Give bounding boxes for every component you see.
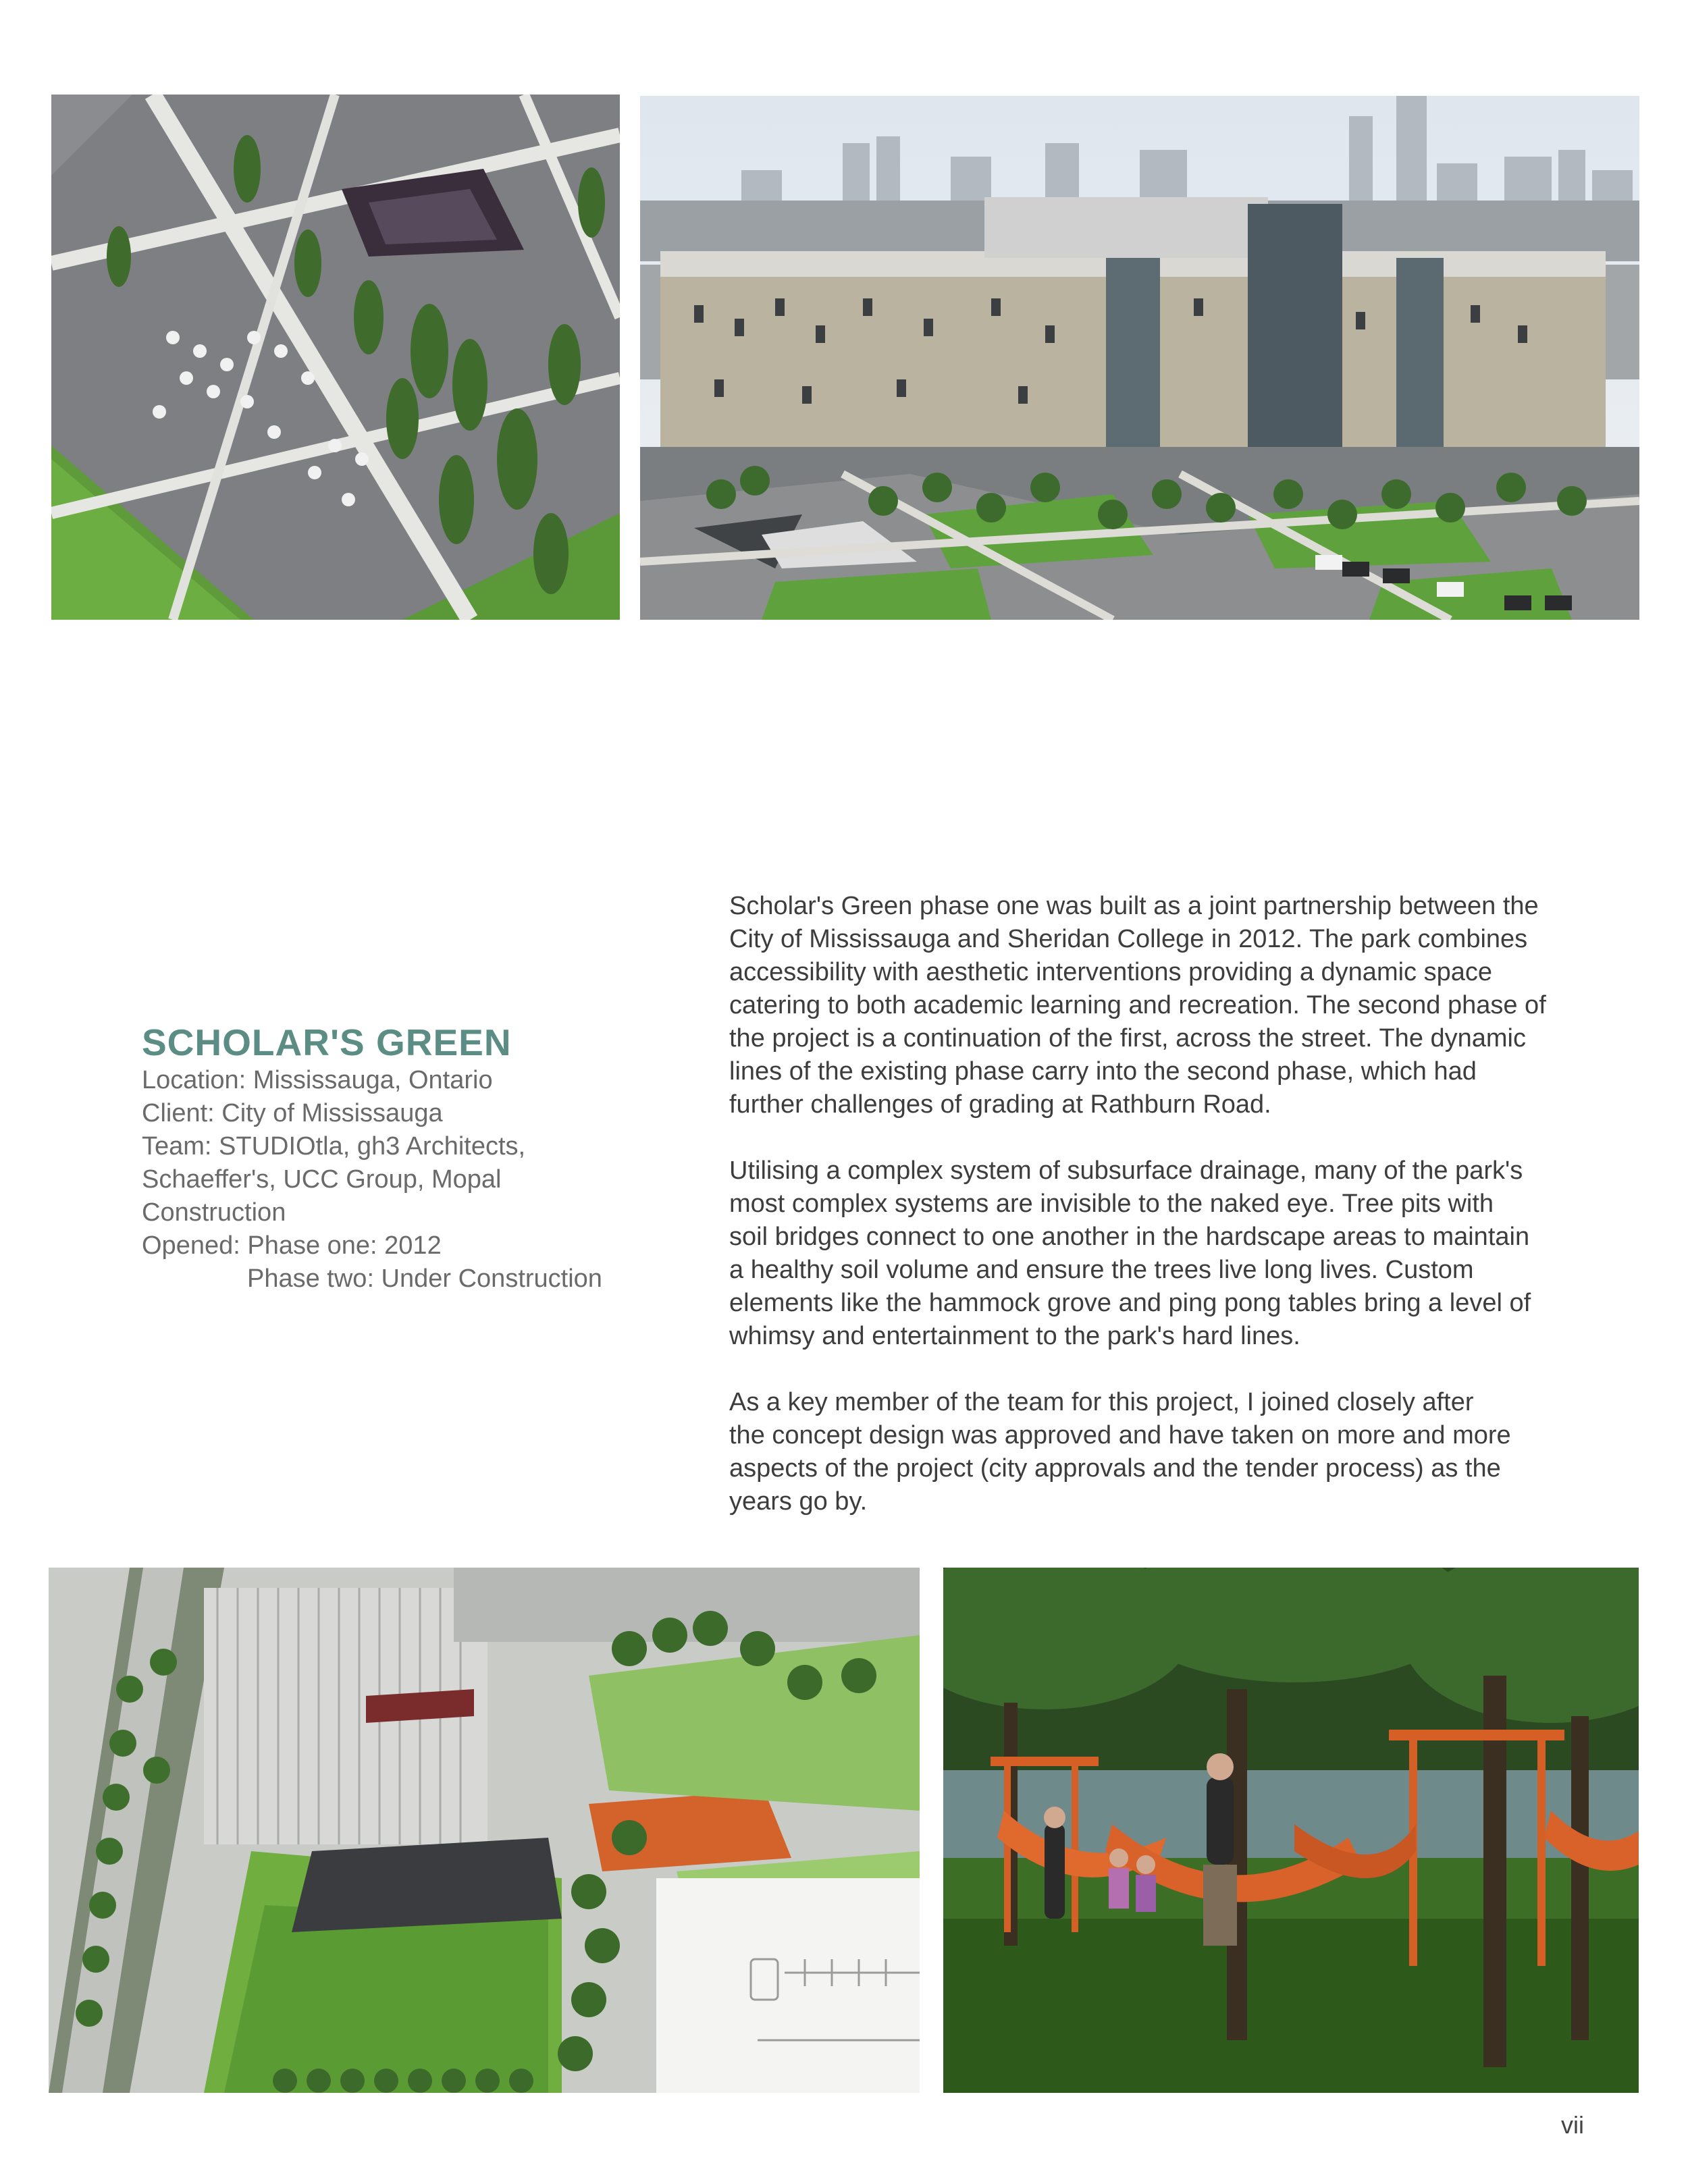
text-line: years go by.: [729, 1487, 868, 1516]
text-line: aspects of the project (city approvals and the tender process) as the: [729, 1454, 1501, 1483]
text-line: elements like the hammock grove and ping pong tables bring a level of: [729, 1289, 1531, 1317]
text-line: As a key member of the team for this project, I joined closely after: [729, 1388, 1474, 1416]
text-line: the concept design was approved and have taken on more and more: [729, 1421, 1511, 1449]
paragraph-3: [729, 1386, 1580, 1518]
hammock-grove-rendering: [943, 1568, 1639, 2093]
plaza-aerial-photo: [51, 95, 620, 620]
team-line: Team: STUDIOtla, gh3 Architects,: [142, 1132, 526, 1161]
paragraph-2: [729, 1154, 1580, 1353]
text-line: accessibility with aesthetic interventions providing a dynamic space: [729, 958, 1492, 986]
text-line: catering to both academic learning and recreation. The second phase of: [729, 991, 1546, 1019]
text-line: further challenges of grading at Rathburn Road.: [729, 1090, 1271, 1119]
text-line: Scholar's Green phase one was built as a joint partnership between the: [729, 892, 1539, 920]
location-line: Location: Mississauga, Ontario: [142, 1066, 493, 1094]
text-line: whimsy and entertainment to the park's hard lines.: [729, 1322, 1300, 1350]
text-line: most complex systems are invisible to the naked eye. Tree pits with: [729, 1190, 1494, 1218]
building-park-aerial-photo: [640, 96, 1639, 620]
text-line: lines of the existing phase carry into the second phase, which had: [729, 1057, 1477, 1086]
team-line: Construction: [142, 1198, 286, 1227]
project-description: [729, 890, 1580, 1551]
opened-line: Phase two: Under Construction: [247, 1264, 602, 1293]
park-plan-rendering: [49, 1568, 920, 2093]
client-line: Client: City of Mississauga: [142, 1099, 443, 1127]
opened-line: Opened: Phase one: 2012: [142, 1231, 442, 1260]
text-line: Utilising a complex system of subsurface drainage, many of the park's: [729, 1156, 1523, 1185]
text-line: City of Mississauga and Sheridan College in 2012. The park combines: [729, 925, 1528, 953]
project-info: [142, 1021, 695, 1296]
project-title: SCHOLAR'S GREEN: [142, 1021, 512, 1063]
text-line: a healthy soil volume and ensure the trees live long lives. Custom: [729, 1256, 1474, 1284]
text-line: soil bridges connect to one another in the hardscape areas to maintain: [729, 1223, 1530, 1251]
text-line: the project is a continuation of the first, across the street. The dynamic: [729, 1024, 1527, 1053]
team-line: Schaeffer's, UCC Group, Mopal: [142, 1165, 502, 1194]
paragraph-1: [729, 890, 1580, 1121]
page-number: vii: [1561, 2111, 1584, 2139]
